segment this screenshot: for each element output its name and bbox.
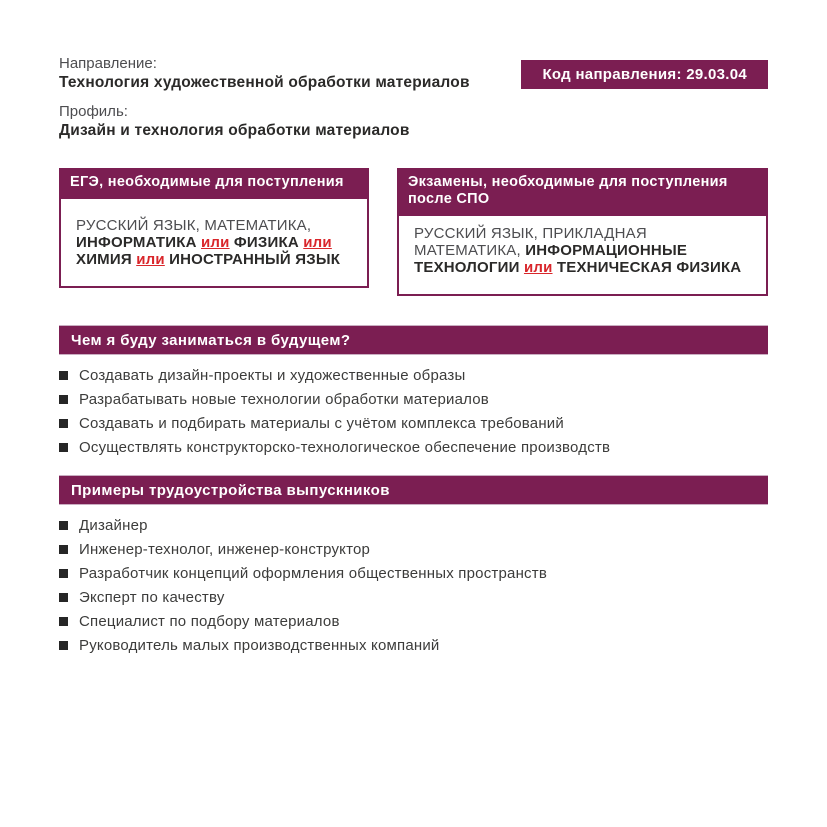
list-item bbox=[59, 392, 768, 408]
list-item-label: Дизайнер bbox=[79, 517, 148, 534]
list-item-label: Создавать дизайн-проекты и художественные образы bbox=[79, 367, 466, 384]
ege-box-body bbox=[59, 197, 369, 288]
list-item bbox=[59, 416, 768, 432]
ege-box-header: ЕГЭ, необходимые для поступления bbox=[59, 168, 369, 197]
or-connector: или bbox=[523, 259, 553, 276]
program-titles bbox=[59, 54, 470, 141]
or-connector: или bbox=[136, 251, 165, 268]
direction-code-badge: Код направления: 29.03.04 bbox=[521, 60, 768, 89]
direction-label: Направление: bbox=[59, 55, 157, 72]
list-item-label: Специалист по подбору материалов bbox=[79, 613, 340, 630]
list-item bbox=[59, 542, 768, 558]
square-bullet-icon bbox=[59, 371, 68, 380]
exam-subject: ФИЗИКА bbox=[229, 234, 304, 251]
spo-subjects-text bbox=[414, 225, 751, 276]
list-item-label: Инженер-технолог, инженер-конструктор bbox=[79, 541, 371, 558]
list-item-label: Создавать и подбирать материалы с учётом комплекса требований bbox=[79, 415, 564, 432]
exam-subject: ИНФОРМАЦИОННЫЕ ТЕХНОЛОГИИ bbox=[414, 242, 688, 276]
exam-subject: ИНОСТРАННЫЙ ЯЗЫК bbox=[164, 251, 341, 268]
list-item bbox=[59, 368, 768, 384]
list-item bbox=[59, 590, 768, 606]
spo-box bbox=[397, 168, 768, 296]
list-item bbox=[59, 440, 768, 456]
exam-subject: РУССКИЙ ЯЗЫК, ПРИКЛАДНАЯ МАТЕМАТИКА, bbox=[414, 225, 647, 259]
program-infographic bbox=[59, 54, 768, 662]
list-item-label: Разрабатывать новые технологии обработки материалов bbox=[79, 391, 489, 408]
ege-subjects-text bbox=[76, 217, 352, 268]
square-bullet-icon bbox=[59, 521, 68, 530]
square-bullet-icon bbox=[59, 443, 68, 452]
or-connector: или bbox=[200, 234, 230, 251]
header-section bbox=[59, 54, 768, 141]
exam-subject: ТЕХНИЧЕСКАЯ ФИЗИКА bbox=[552, 259, 742, 276]
spo-box-header: Экзамены, необходимые для поступления после СПО bbox=[397, 168, 768, 214]
square-bullet-icon bbox=[59, 641, 68, 650]
square-bullet-icon bbox=[59, 617, 68, 626]
list-item-label: Руководитель малых производственных компаний bbox=[79, 637, 440, 654]
square-bullet-icon bbox=[59, 569, 68, 578]
square-bullet-icon bbox=[59, 593, 68, 602]
square-bullet-icon bbox=[59, 545, 68, 554]
spo-box-body bbox=[397, 214, 768, 296]
list-item-label: Осуществлять конструкторско-технологическое обеспечение производств bbox=[79, 439, 611, 456]
list-item bbox=[59, 566, 768, 582]
exam-subject: РУССКИЙ ЯЗЫК, МАТЕМАТИКА, bbox=[76, 217, 312, 234]
list-item-label: Разработчик концепций оформления общественных пространств bbox=[79, 565, 547, 582]
exam-boxes bbox=[59, 168, 768, 296]
future-list bbox=[59, 368, 768, 456]
list-item bbox=[59, 614, 768, 630]
jobs-section-banner: Примеры трудоустройства выпускников bbox=[59, 475, 768, 505]
square-bullet-icon bbox=[59, 395, 68, 404]
list-item-label: Эксперт по качеству bbox=[79, 589, 225, 606]
profile-title: Дизайн и технология обработки материалов bbox=[59, 122, 410, 139]
profile-label: Профиль: bbox=[59, 103, 128, 120]
square-bullet-icon bbox=[59, 419, 68, 428]
list-item bbox=[59, 518, 768, 534]
or-connector: или bbox=[303, 234, 332, 251]
exam-subject: ХИМИЯ bbox=[76, 251, 137, 268]
exam-subject: ИНФОРМАТИКА bbox=[76, 234, 201, 251]
ege-box bbox=[59, 168, 369, 288]
jobs-list bbox=[59, 518, 768, 654]
future-section-banner: Чем я буду заниматься в будущем? bbox=[59, 325, 768, 355]
list-item bbox=[59, 638, 768, 654]
direction-title: Технология художественной обработки материалов bbox=[59, 74, 470, 91]
